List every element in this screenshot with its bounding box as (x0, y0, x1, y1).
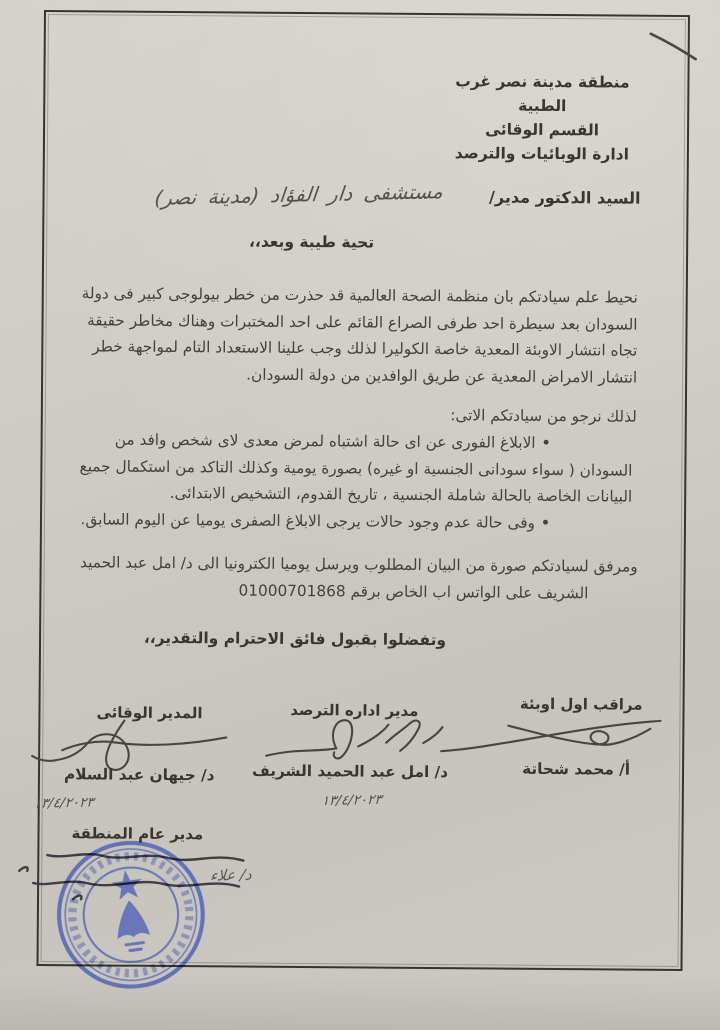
list-item-text: الابلاغ الفورى عن اى حالة اشتباه لمرض معدى لاى شخص وافد من السودان ( سواء سودانى الجنسية او غيره) بصورة يومية وكذلك التاكد من استكمال جميع البيانات الخاصة بالحالة شاملة الجنسية ، تاريخ القدوم، التشخيص الابتدائى. (79, 430, 633, 506)
request-intro: لذلك نرجو من سيادتكم الاتى: (450, 406, 637, 426)
general-director-handwritten-name: د/ علاء (208, 865, 253, 885)
letterhead (439, 69, 646, 167)
bullet-marker: • (541, 432, 552, 453)
signature-title-epidemics-supervisor: مراقب اول اوبئة (519, 694, 643, 714)
org-administration: ادارة الوبائيات والترصد (454, 144, 630, 164)
list-item-text: وفى حالة عدم وجود حالات يرجى الابلاغ الصفرى يوميا عن اليوم السابق. (80, 509, 536, 532)
closing-salutation: وتفضلوا بقبول فائق الاحترام والتقدير،، (143, 628, 447, 650)
handwritten-date: ١٣/٤/٢٠٢٣ (33, 794, 95, 812)
handwritten-date: ١٣/٤/٢٠٢٣ (321, 791, 383, 810)
signature-name-amal-elsherif: د/ امل عبد الحميد الشريف (251, 761, 449, 782)
general-director-title: مدير عام المنطقة (71, 824, 204, 844)
greeting-line: تحية طيبة وبعد،، (249, 232, 375, 252)
official-round-stamp (43, 827, 218, 1002)
body-paragraph: نحيط علم سيادتكم بان منظمة الصحة العالمية قد حذرت من خطر بيولوجى كبير فى دولة السودان بعد سيطرة احد طرفى الصراع القائم على احد المختبرات وهناك مخاطر حقيقة تجاه انتشار الاوبئة المعدية خاصة الكوليرا لذلك وجب علينا الاستعداد التام لمواجهة خطر انتشار الامراض المعدية عن طريق الوافدين من دولة السودان. (81, 284, 638, 387)
signature-title-preventive-director: المدير الوقائى (96, 703, 203, 723)
signature-scribble-mohamed-shehata (438, 709, 663, 759)
signature-title-surveillance-director: مدير اداره الترصد (290, 700, 419, 720)
corner-pen-stroke (648, 31, 700, 63)
attachment-note-line1: ومرفق لسيادتكم صورة من البيان المطلوب ويرسل يوميا الكترونيا الى د/ امل عبد الحميد (80, 553, 638, 576)
list-item (70, 426, 633, 510)
whatsapp-phone-number: 01000701868 (238, 581, 346, 601)
addressee-printed: السيد الدكتور مدير/ (489, 187, 641, 208)
org-department: القسم الوقائى (485, 120, 600, 140)
attachment-note-line2 (238, 578, 588, 607)
signature-name-mohamed-shehata: أ/ محمد شحاتة (522, 759, 631, 779)
request-list (70, 426, 633, 536)
attachment-note-text: الشريف على الواتس اب الخاص برقم (350, 582, 589, 603)
stamp-eagle-emblem (113, 898, 150, 939)
bullet-marker: • (540, 512, 551, 533)
addressee-handwritten: مستشفى دار الفؤاد (مدينة نصر) (153, 179, 444, 210)
org-name: منطقة مدينة نصر غرب الطبية (455, 72, 630, 116)
stamp-star-emblem (110, 868, 144, 901)
document-border-frame (33, 10, 689, 971)
signature-name-jihan-abdelsalam: د/ جيهان عبد السلام (63, 765, 215, 785)
list-item (70, 506, 632, 537)
